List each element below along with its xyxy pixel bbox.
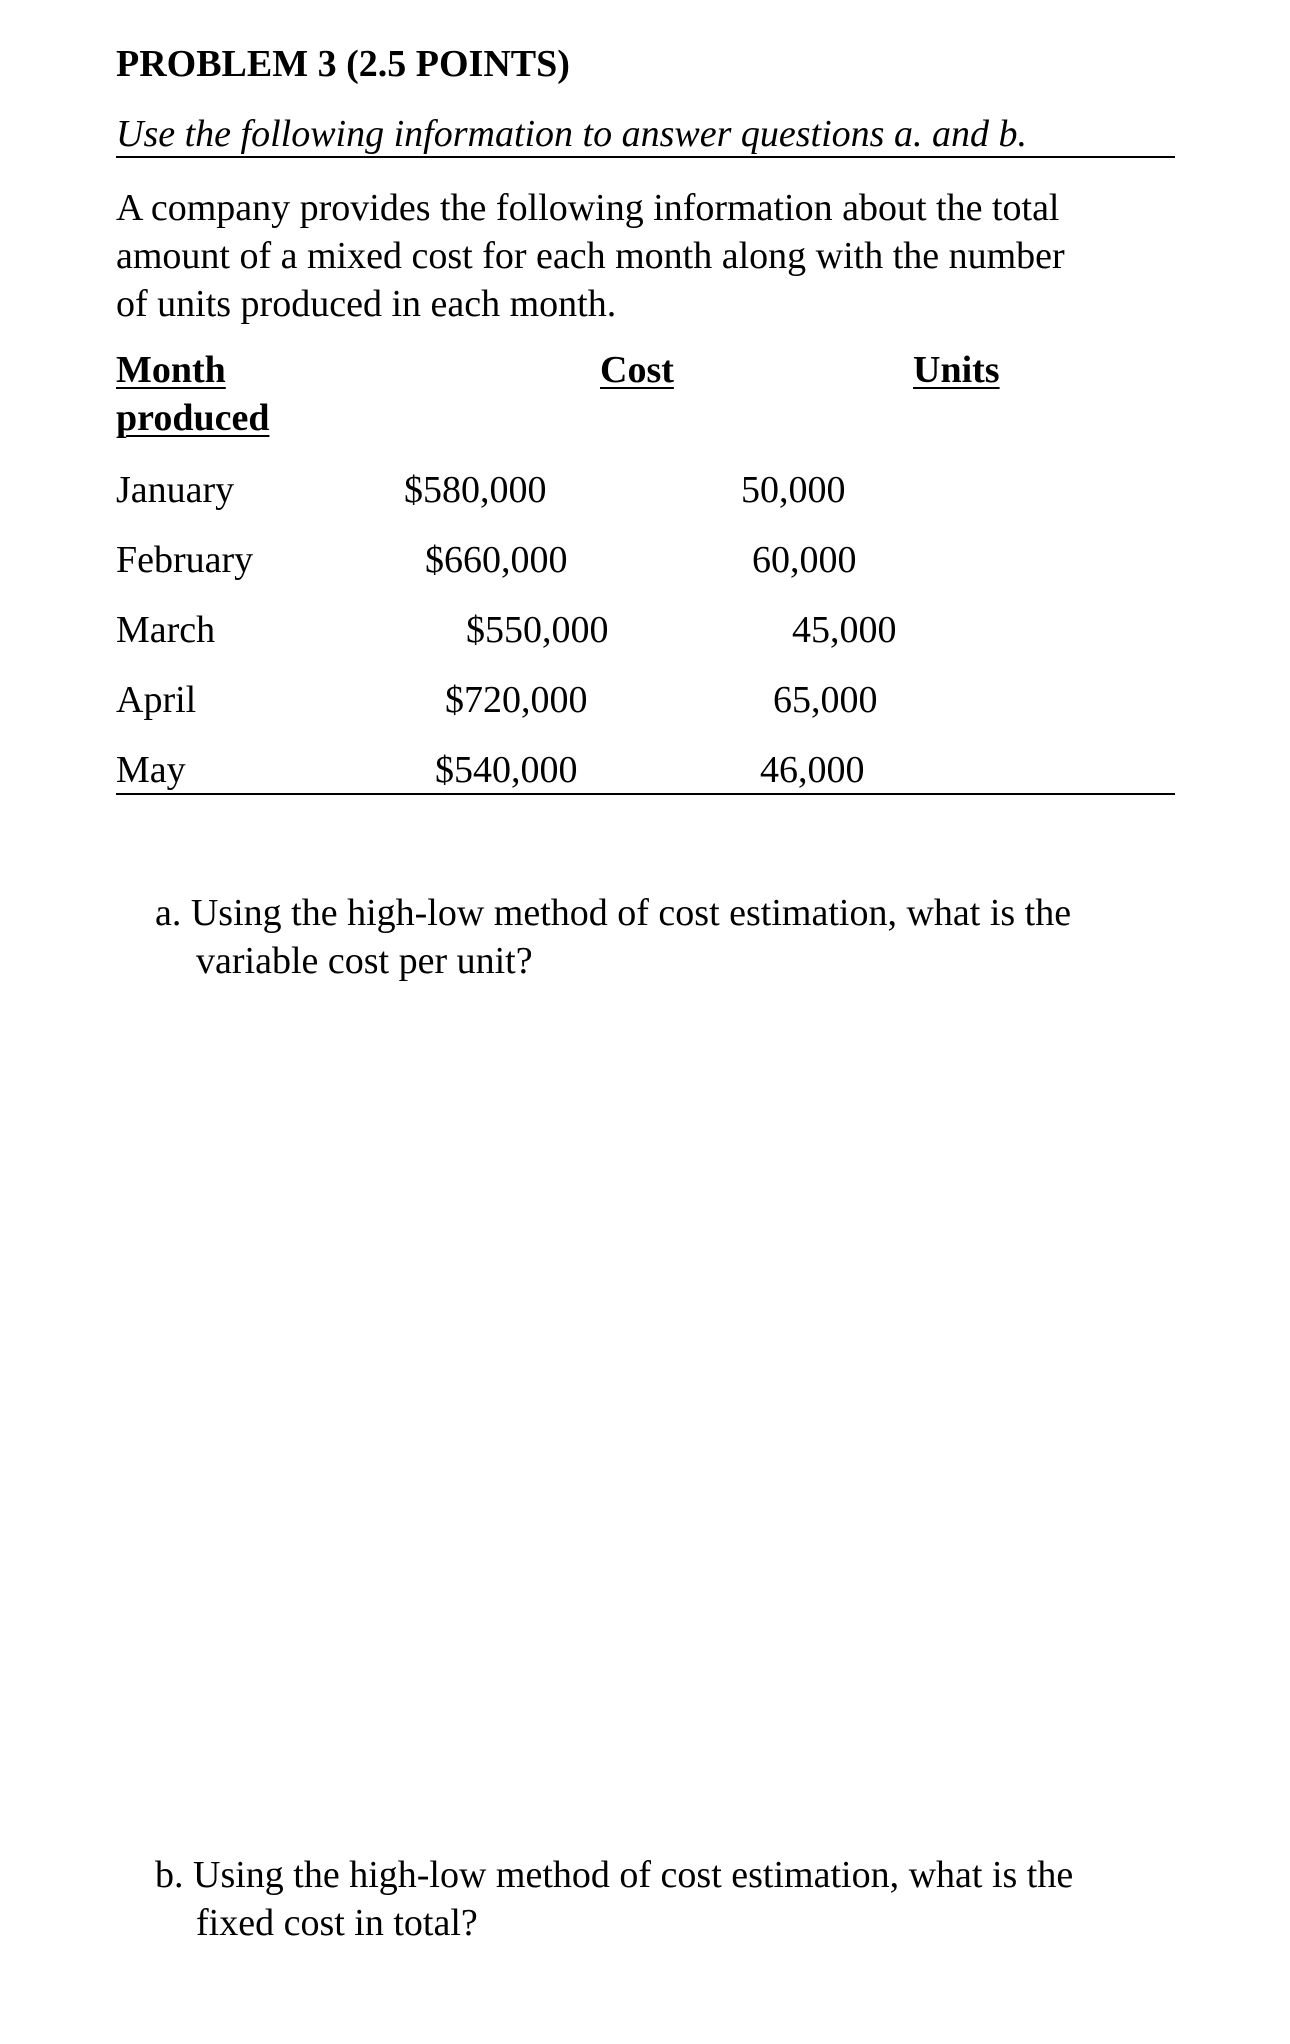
cell-month: February: [116, 539, 254, 581]
header-month-produced: produced: [116, 397, 270, 439]
intro-line: of units produced in each month.: [116, 283, 617, 325]
cell-units: 46,000: [760, 749, 865, 791]
cell-cost: $660,000: [425, 539, 568, 581]
cell-cost: $550,000: [466, 609, 609, 651]
question-a: [155, 889, 1071, 985]
cell-units: 60,000: [752, 539, 857, 581]
cell-cost: $540,000: [435, 749, 578, 791]
cell-month: April: [116, 679, 197, 721]
header-month: Month: [116, 349, 226, 391]
header-units: Units: [913, 349, 1000, 391]
header-cost: Cost: [600, 349, 674, 391]
cell-units: 45,000: [792, 609, 897, 651]
cell-units: 65,000: [773, 679, 878, 721]
cell-month: January: [116, 469, 235, 511]
cell-month: May: [116, 749, 186, 791]
cell-units: 50,000: [741, 469, 846, 511]
question-b-line: fixed cost in total?: [196, 1902, 478, 1944]
question-b-line: b. Using the high-low method of cost estimation, what is the: [155, 1854, 1074, 1896]
question-a-line: a. Using the high-low method of cost estimation, what is the: [155, 892, 1072, 934]
cell-month: March: [116, 609, 216, 651]
subtitle-divider: [116, 156, 1175, 158]
table-bottom-rule: [116, 793, 1175, 795]
cell-cost: $580,000: [404, 469, 547, 511]
intro-paragraph: [116, 184, 1176, 328]
instructions-subtitle: Use the following information to answer questions a. and b.: [116, 113, 1027, 155]
problem-title: PROBLEM 3 (2.5 POINTS): [116, 43, 570, 85]
intro-line: A company provides the following information about the total: [116, 187, 1060, 229]
cell-cost: $720,000: [445, 679, 588, 721]
intro-line: amount of a mixed cost for each month along with the number: [116, 235, 1065, 277]
question-a-line: variable cost per unit?: [196, 940, 533, 982]
question-b: [155, 1851, 1073, 1947]
